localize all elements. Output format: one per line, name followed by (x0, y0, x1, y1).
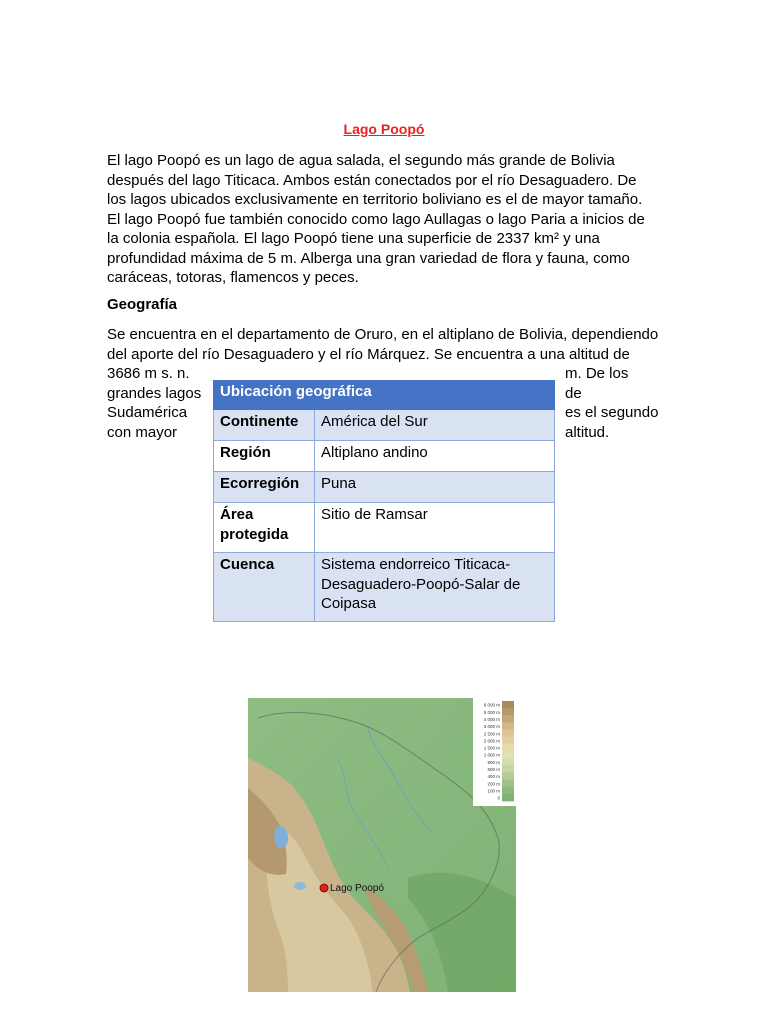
text-line: profundidad máxima de 5 m. Alberga una gran variedad de flora y fauna, como (107, 249, 630, 267)
row-key: Ecorregión (214, 472, 315, 503)
text-line: después del lago Titicaca. Ambos están conectados por el río Desaguadero. De (107, 171, 637, 189)
legend-label: 3 000 m (483, 724, 500, 730)
legend-label: 6 000 m (483, 702, 500, 708)
legend-swatch (502, 780, 514, 788)
legend-swatch (502, 701, 514, 709)
legend-label: 1 000 m (483, 752, 500, 758)
legend-label: 600 m (487, 767, 500, 772)
text-line: la colonia española. El lago Poopó tiene una superficie de 2337 km² y una (107, 230, 600, 247)
row-key: Continente (214, 410, 315, 441)
text-line: caráceas, totoras, flamencos y peces. (107, 269, 359, 286)
table-row (214, 503, 555, 553)
row-value: América del Sur (315, 410, 555, 441)
text-line: Se encuentra en el departamento de Oruro, en el altiplano de Bolivia, dependiendo (107, 326, 659, 343)
table-header-row (214, 381, 555, 410)
row-key: Región (214, 441, 315, 472)
relief-map-image (248, 698, 516, 992)
elevation-legend (473, 698, 516, 806)
legend-label: 400 m (487, 774, 500, 780)
wrap-text-right: de (565, 385, 582, 402)
intro-paragraph (107, 151, 667, 288)
document-title: Lago Poopó (343, 121, 425, 137)
text-line: del aporte del río Desaguadero y el río Márquez. Se encuentra a una altitud de (107, 345, 630, 363)
wrap-text-right: es el segundo (565, 404, 659, 421)
table-row (214, 553, 555, 622)
wrap-text-left: 3686 m s. n. (107, 365, 190, 382)
row-value: Altiplano andino (315, 441, 555, 472)
row-value: Puna (315, 472, 555, 503)
legend-label: 200 m (487, 781, 500, 787)
row-value: Sistema endorreico Titicaca-Desaguadero-Poopó-Salar de Coipasa (315, 553, 555, 622)
text-line: los lagos ubicados exclusivamente en territorio boliviano es el de mayor tamaño. (107, 191, 643, 208)
legend-label: 0 (497, 795, 500, 801)
lake-poopo (294, 882, 306, 890)
wrap-text-right: altitud. (565, 424, 610, 441)
legend-swatch (502, 744, 514, 752)
legend-label: 1 500 m (483, 745, 500, 751)
table-row (214, 441, 555, 472)
legend-label: 100 m (487, 788, 500, 794)
legend-swatch (502, 772, 514, 780)
geography-paragraph (107, 325, 667, 364)
row-key: Área protegida (214, 503, 315, 553)
legend-label: 2 000 m (483, 738, 500, 744)
wrap-text-left: Sudamérica (107, 404, 188, 421)
legend-swatch (502, 794, 514, 802)
section-heading-geografia: Geografía (107, 296, 178, 313)
lake-poopo-label: Lago Poopó (330, 883, 384, 894)
legend-swatch (502, 765, 514, 773)
text-line: El lago Poopó fue también conocido como lago Aullagas o lago Paria a inicios de (107, 210, 645, 228)
lake-poopo-marker (320, 884, 328, 892)
table-header: Ubicación geográfica (214, 381, 555, 410)
row-value: Sitio de Ramsar (315, 503, 555, 553)
legend-swatch (502, 787, 514, 795)
table-row (214, 472, 555, 503)
legend-swatch (502, 730, 514, 738)
wrap-text-left: con mayor (107, 424, 178, 441)
row-key: Cuenca (214, 553, 315, 622)
legend-label: 5 000 m (483, 709, 500, 715)
legend-swatch (502, 737, 514, 745)
legend-swatch (502, 751, 514, 759)
legend-swatch (502, 708, 514, 716)
legend-label: 4 000 m (483, 717, 500, 722)
text-line: El lago Poopó es un lago de agua salada, el segundo más grande de Bolivia (107, 152, 615, 169)
legend-swatch (502, 722, 514, 730)
legend-swatch (502, 715, 514, 723)
legend-label: 2 500 m (483, 731, 500, 737)
wrap-text-right: m. De los (565, 365, 629, 382)
location-info-table (213, 380, 555, 622)
table-row (214, 410, 555, 441)
legend-label: 800 m (487, 759, 500, 765)
wrap-text-left: grandes lagos (107, 385, 202, 402)
legend-swatch (502, 758, 514, 766)
